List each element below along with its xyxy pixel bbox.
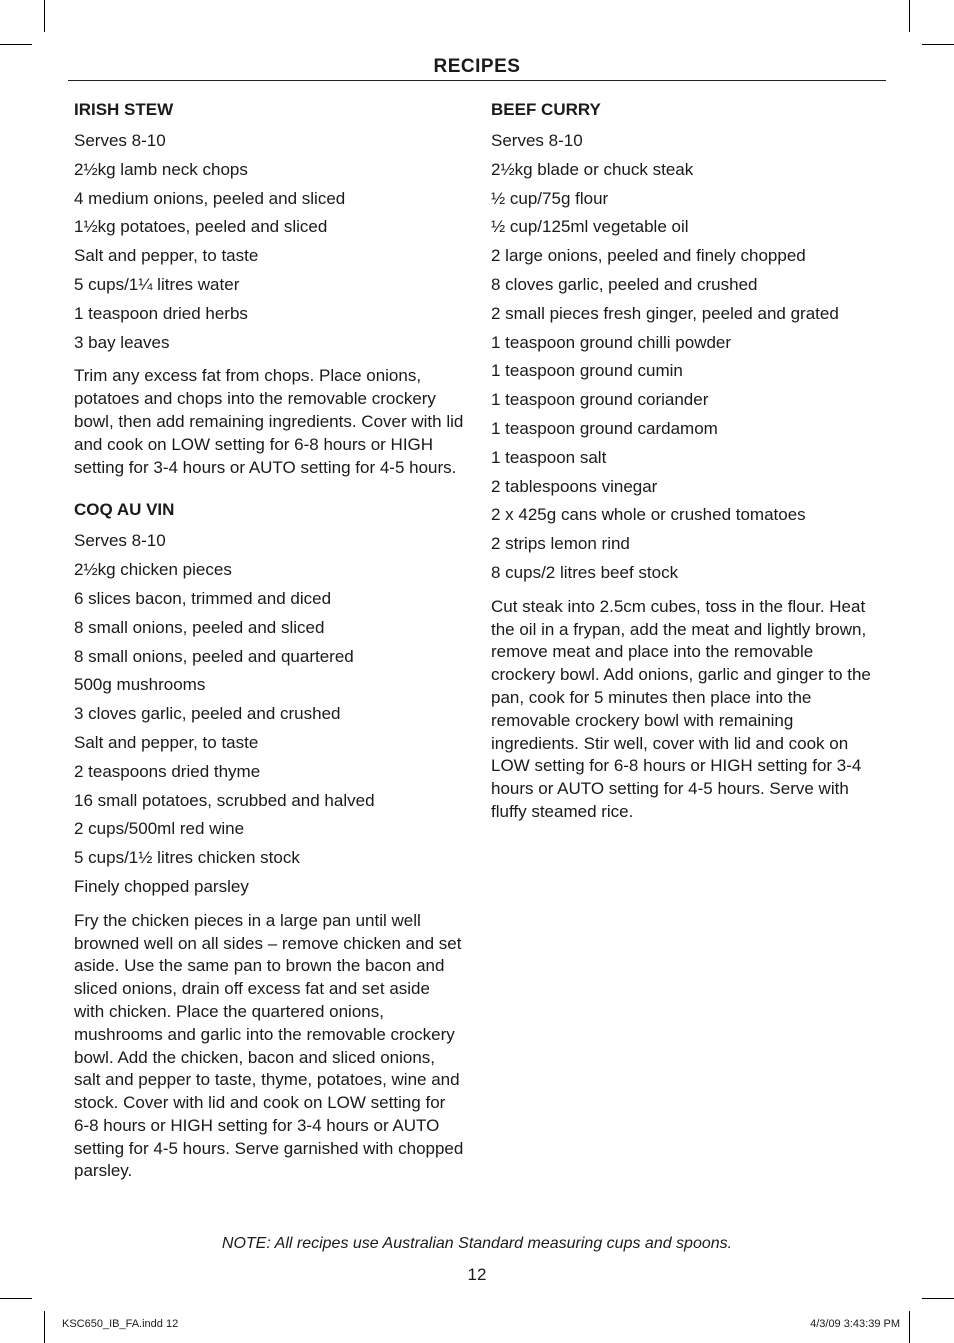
ingredient-item: 2 large onions, peeled and finely chopped bbox=[491, 246, 806, 266]
ingredient-item: Finely chopped parsley bbox=[74, 876, 249, 896]
crop-mark bbox=[44, 1311, 45, 1343]
ingredient-item: 1 teaspoon dried herbs bbox=[74, 303, 248, 323]
ingredient-item: 1 teaspoon salt bbox=[491, 447, 607, 467]
ingredient-item: 3 cloves garlic, peeled and crushed bbox=[74, 704, 341, 724]
ingredient-item: 5 cups/1¼ litres water bbox=[74, 274, 240, 294]
ingredient-item: 1½kg potatoes, peeled and sliced bbox=[74, 217, 328, 237]
ingredient-item: 2½kg chicken pieces bbox=[74, 560, 232, 580]
crop-mark bbox=[922, 1298, 954, 1299]
ingredient-item: 1 teaspoon ground coriander bbox=[491, 390, 709, 410]
ingredient-item: 1 teaspoon ground cumin bbox=[491, 361, 683, 381]
recipe-title: IRISH STEW bbox=[74, 100, 174, 119]
ingredient-item: 3 bay leaves bbox=[74, 332, 170, 352]
recipe-method: Fry the chicken pieces in a large pan until well browned well on all sides – remove chicken and set aside. Use the same pan to brown the bacon and sliced onions, drain off excess fat and set aside with chicken. Place the quartered onions, mushrooms and garlic into the removable crockery bowl. Add the chicken, bacon and sliced onions, salt and pepper to taste, thyme, potatoes, wine and stock. Cover with lid and cook on LOW setting for 6-8 hours or HIGH setting for 3-4 hours or AUTO setting for 4-5 hours. Serve garnished with chopped parsley. bbox=[74, 910, 464, 1181]
crop-mark bbox=[0, 1298, 32, 1299]
ingredient-item: 500g mushrooms bbox=[74, 675, 206, 695]
recipe-method: Cut steak into 2.5cm cubes, toss in the flour. Heat the oil in a frypan, add the meat and lightly brown, remove meat and place into the removable crockery bowl. Add onions, garlic and ginger to the pan, cook for 5 minutes then place into the removable crockery bowl with remaining ingredients. Stir well, cover with lid and cook on LOW setting for 6-8 hours or HIGH setting for 3-4 hours or AUTO setting for 4-5 hours. Serve with fluffy steamed rice. bbox=[491, 596, 871, 821]
ingredient-item: ½ cup/125ml vegetable oil bbox=[491, 217, 689, 237]
ingredient-item: 2½kg lamb neck chops bbox=[74, 159, 248, 179]
recipe-title: BEEF CURRY bbox=[491, 100, 601, 119]
ingredient-item: 8 small onions, peeled and quartered bbox=[74, 646, 354, 666]
ingredient-item: Serves 8-10 bbox=[491, 131, 583, 150]
slug-date: 4/3/09 3:43:39 PM bbox=[810, 1318, 900, 1330]
right-column bbox=[491, 99, 881, 824]
ingredient-item: 2 teaspoons dried thyme bbox=[74, 761, 261, 781]
page-number: 12 bbox=[467, 1265, 487, 1284]
ingredient-item: 2 tablespoons vinegar bbox=[491, 476, 658, 496]
crop-mark bbox=[909, 0, 910, 32]
slug-file: KSC650_IB_FA.indd 12 bbox=[62, 1318, 179, 1330]
recipe bbox=[74, 499, 464, 1183]
ingredient-item: 2 cups/500ml red wine bbox=[74, 819, 245, 839]
ingredient-item: 1 teaspoon ground chilli powder bbox=[491, 332, 732, 352]
recipe-method: Trim any excess fat from chops. Place onions, potatoes and chops into the removable crockery bowl, then add remaining ingredients. Cover with lid and cook on LOW setting for 6-8 hours or HIGH setting for 3-4 hours or AUTO setting for 4-5 hours. bbox=[74, 366, 464, 477]
crop-mark bbox=[909, 1311, 910, 1343]
left-column bbox=[74, 99, 464, 1183]
ingredient-item: 8 small onions, peeled and sliced bbox=[74, 617, 325, 637]
ingredient-item: ½ cup/75g flour bbox=[491, 188, 609, 208]
recipe-title: COQ AU VIN bbox=[74, 500, 175, 520]
ingredient-item: 4 medium onions, peeled and sliced bbox=[74, 188, 346, 208]
ingredient-item: Serves 8-10 bbox=[74, 531, 166, 551]
page-title: RECIPES bbox=[68, 56, 886, 81]
crop-mark bbox=[44, 0, 45, 32]
ingredient-item: 1 teaspoon ground cardamom bbox=[491, 418, 718, 438]
ingredient-item: 16 small potatoes, scrubbed and halved bbox=[74, 790, 375, 810]
ingredient-list bbox=[74, 527, 464, 901]
crop-mark bbox=[922, 44, 954, 45]
ingredient-item: Salt and pepper, to taste bbox=[74, 732, 259, 752]
ingredient-list bbox=[491, 127, 881, 588]
ingredient-item: 8 cloves garlic, peeled and crushed bbox=[491, 274, 758, 294]
ingredient-item: 2 small pieces fresh ginger, peeled and grated bbox=[491, 303, 839, 323]
ingredient-item: 2 strips lemon rind bbox=[491, 534, 630, 554]
ingredient-item: 8 cups/2 litres beef stock bbox=[491, 562, 679, 582]
footer-note: NOTE: All recipes use Australian Standard measuring cups and spoons. bbox=[221, 1235, 733, 1252]
ingredient-item: 6 slices bacon, trimmed and diced bbox=[74, 588, 332, 608]
recipe bbox=[491, 99, 881, 824]
ingredient-item: 2 x 425g cans whole or crushed tomatoes bbox=[491, 505, 806, 525]
recipe bbox=[74, 99, 464, 479]
ingredient-item: 5 cups/1½ litres chicken stock bbox=[74, 848, 300, 868]
ingredient-list bbox=[74, 127, 464, 357]
crop-mark bbox=[0, 44, 32, 45]
ingredient-item: 2½kg blade or chuck steak bbox=[491, 159, 694, 179]
ingredient-item: Salt and pepper, to taste bbox=[74, 246, 259, 266]
ingredient-item: Serves 8-10 bbox=[74, 131, 166, 150]
